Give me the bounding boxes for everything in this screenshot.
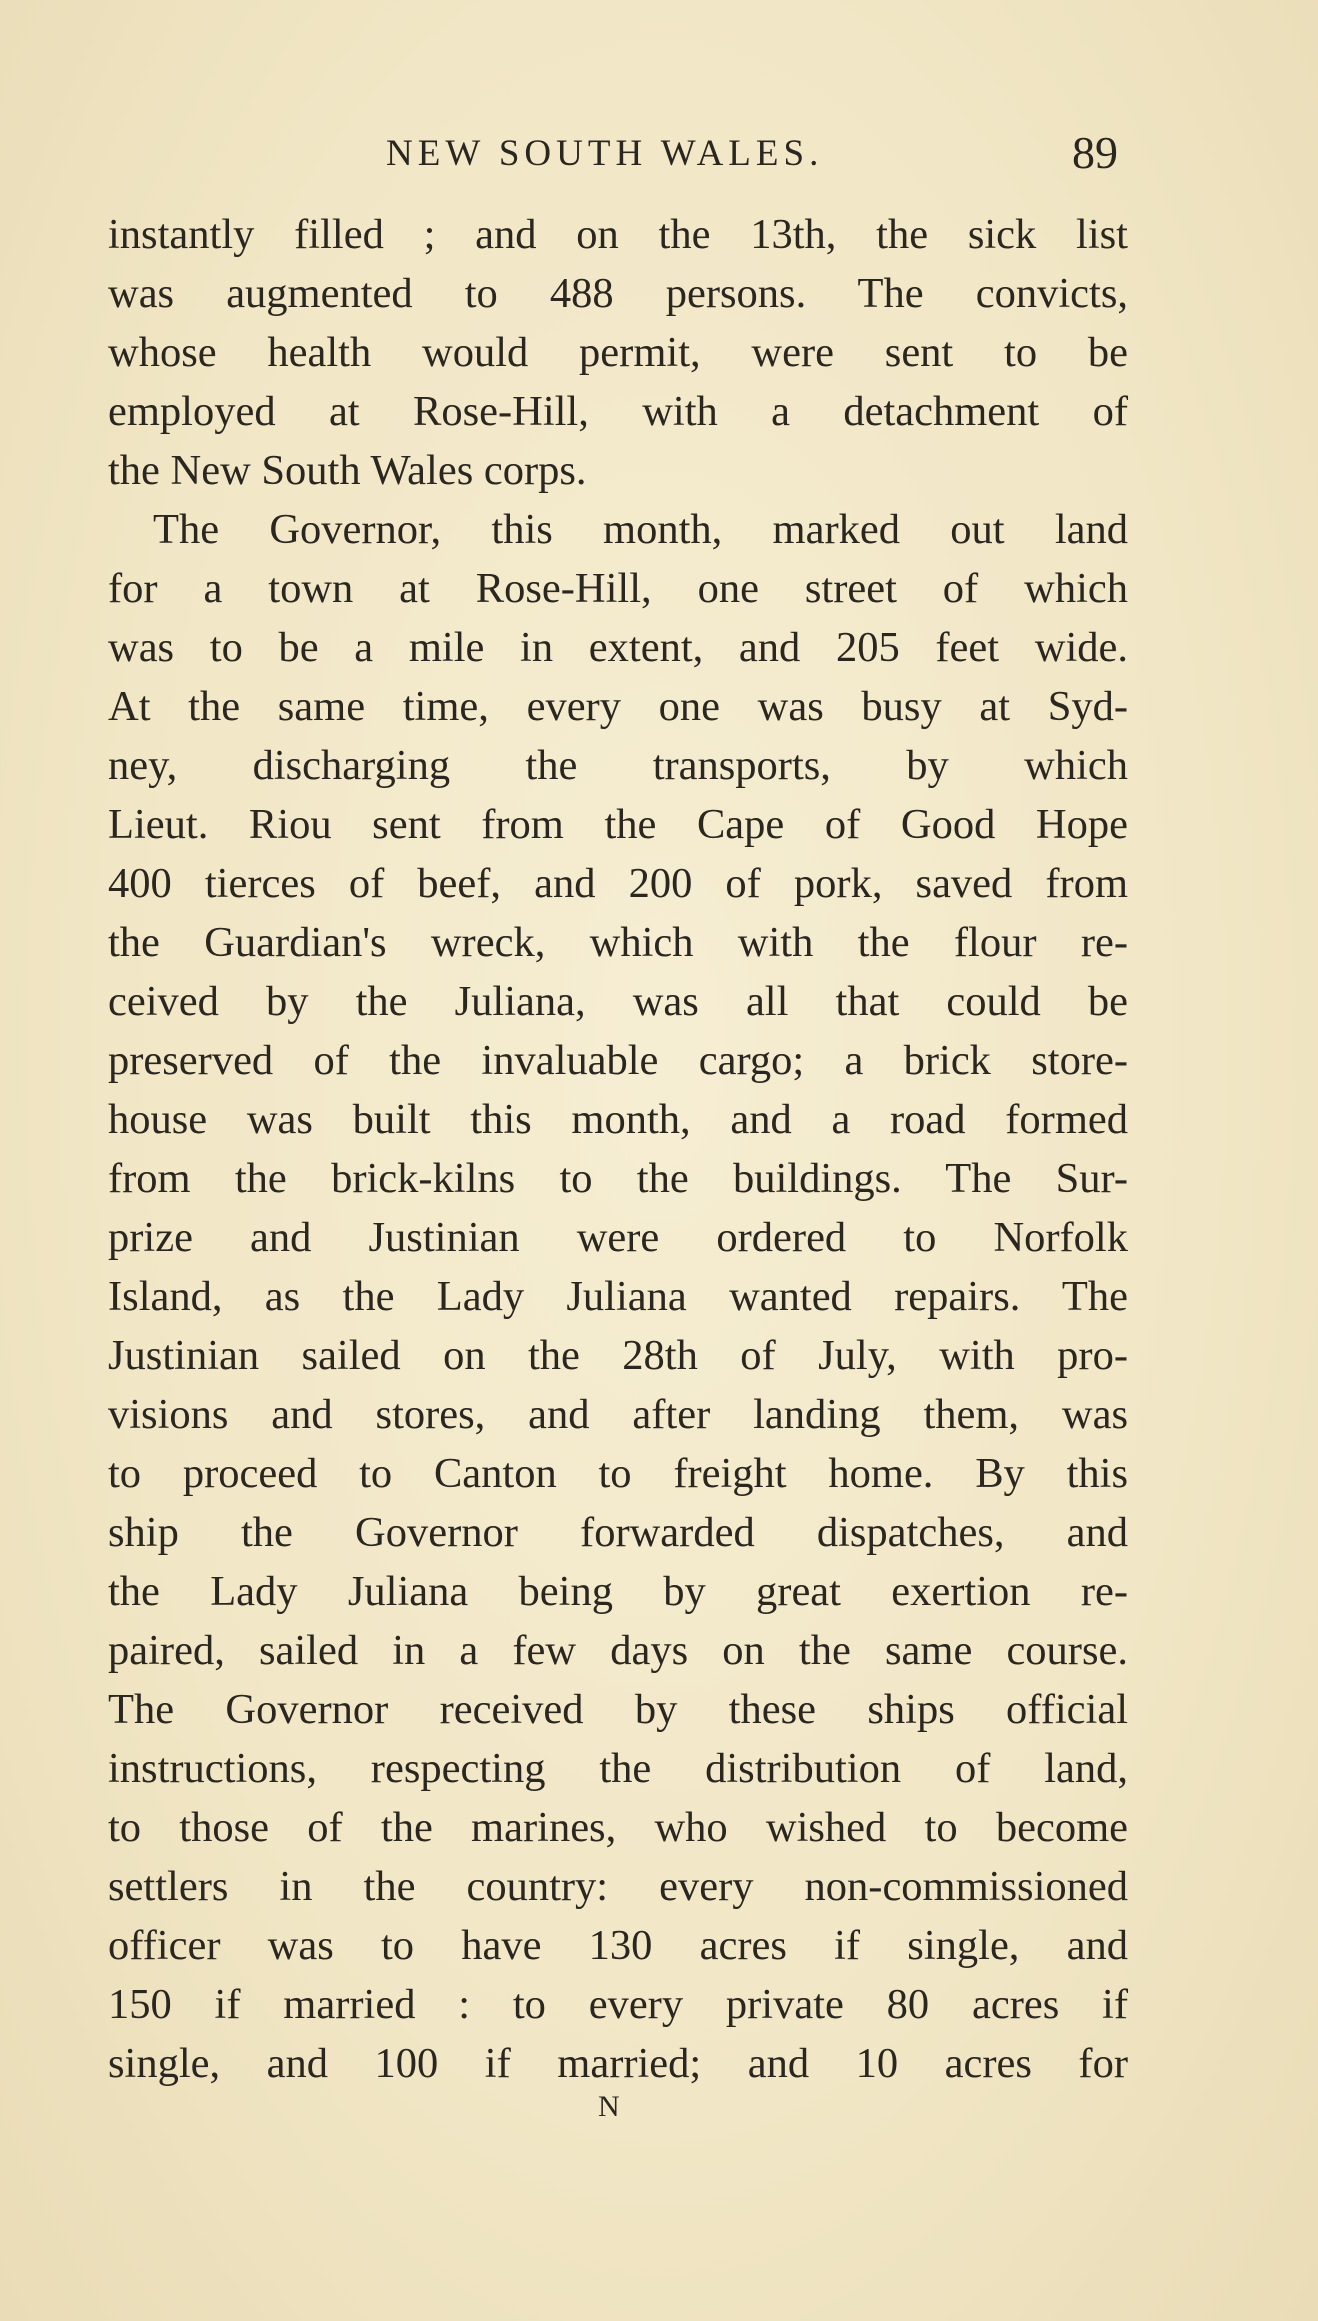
text-line: officer was to have 130 acres if single, and — [108, 1922, 1128, 1969]
text-line: was augmented to 488 persons. The convicts, — [108, 270, 1128, 317]
text-line: paired, sailed in a few days on the same course. — [108, 1627, 1128, 1674]
text-line: the Guardian's wreck, which with the flour re- — [108, 919, 1128, 966]
text-line: ney, discharging the transports, by which — [108, 742, 1128, 789]
text-line: to proceed to Canton to freight home. By this — [108, 1450, 1128, 1497]
text-line: the Lady Juliana being by great exertion re- — [108, 1568, 1128, 1615]
text-line: instructions, respecting the distribution of land, — [108, 1745, 1128, 1792]
text-line: The Governor received by these ships official — [108, 1686, 1128, 1733]
text-line: ceived by the Juliana, was all that could be — [108, 978, 1128, 1025]
running-title: NEW SOUTH WALES. — [386, 133, 824, 174]
text-line: was to be a mile in extent, and 205 feet wide. — [108, 624, 1128, 671]
text-line: for a town at Rose-Hill, one street of which — [108, 565, 1128, 612]
text-line: ship the Governor forwarded dispatches, and — [108, 1509, 1128, 1556]
text-line: Island, as the Lady Juliana wanted repairs. The — [108, 1273, 1128, 1320]
catchword: N — [598, 2090, 620, 2123]
text-line: the New South Wales corps. — [108, 447, 587, 494]
text-line: At the same time, every one was busy at Syd- — [108, 683, 1128, 730]
text-line: The Governor, this month, marked out land — [153, 506, 1128, 553]
text-line: visions and stores, and after landing them, was — [108, 1391, 1128, 1438]
page-number: 89 — [1072, 127, 1118, 178]
text-line: Lieut. Riou sent from the Cape of Good Hope — [108, 801, 1128, 848]
text-line: 400 tierces of beef, and 200 of pork, saved from — [108, 860, 1128, 907]
body-text — [108, 205, 1128, 2093]
text-line: from the brick-kilns to the buildings. The Sur- — [108, 1155, 1128, 1202]
text-line: preserved of the invaluable cargo; a brick store- — [108, 1037, 1128, 1084]
text-line: single, and 100 if married; and 10 acres for — [108, 2040, 1128, 2087]
text-line: to those of the marines, who wished to become — [108, 1804, 1128, 1851]
page-header — [108, 127, 1118, 192]
text-line: prize and Justinian were ordered to Norfolk — [108, 1214, 1128, 1261]
text-line: instantly filled ; and on the 13th, the sick list — [108, 211, 1128, 258]
text-line: employed at Rose-Hill, with a detachment of — [108, 388, 1128, 435]
text-line: Justinian sailed on the 28th of July, with pro- — [108, 1332, 1128, 1379]
text-line: house was built this month, and a road formed — [108, 1096, 1128, 1143]
text-line: whose health would permit, were sent to be — [108, 329, 1128, 376]
text-line: 150 if married : to every private 80 acres if — [108, 1981, 1128, 2028]
text-line: settlers in the country: every non-commissioned — [108, 1863, 1128, 1910]
